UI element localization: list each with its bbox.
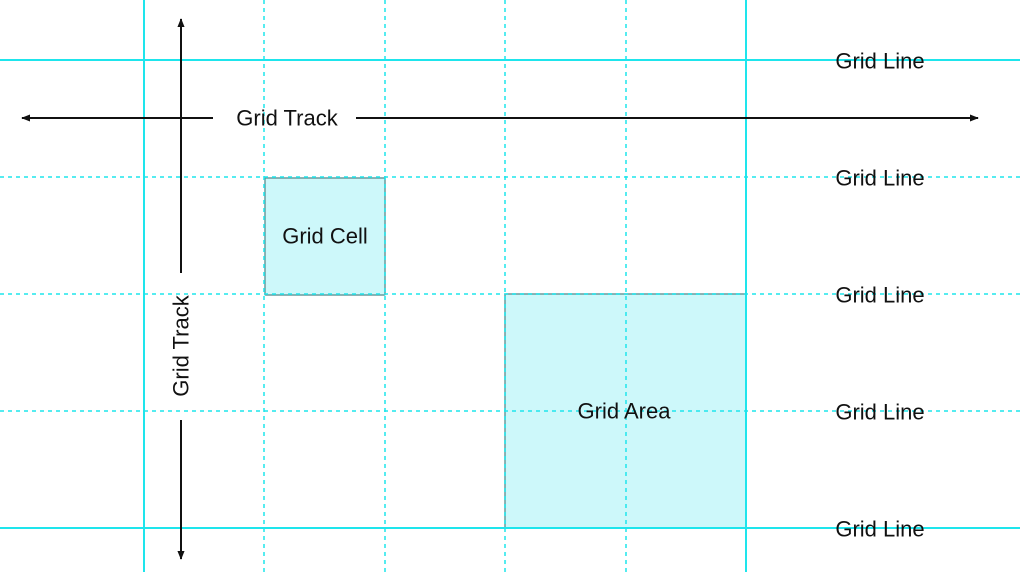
grid-line-label-5: Grid Line xyxy=(835,516,925,542)
grid-line-label-2: Grid Line xyxy=(835,165,925,191)
grid-line-label-1: Grid Line xyxy=(835,48,925,74)
grid-line-label-3: Grid Line xyxy=(835,282,925,308)
grid-area-label: Grid Area xyxy=(577,398,671,424)
grid-cell-label: Grid Cell xyxy=(282,223,368,249)
horizontal-track-label: Grid Track xyxy=(236,105,338,131)
grid-line-label-4: Grid Line xyxy=(835,399,925,425)
vertical-track-label: Grid Track xyxy=(168,295,194,397)
